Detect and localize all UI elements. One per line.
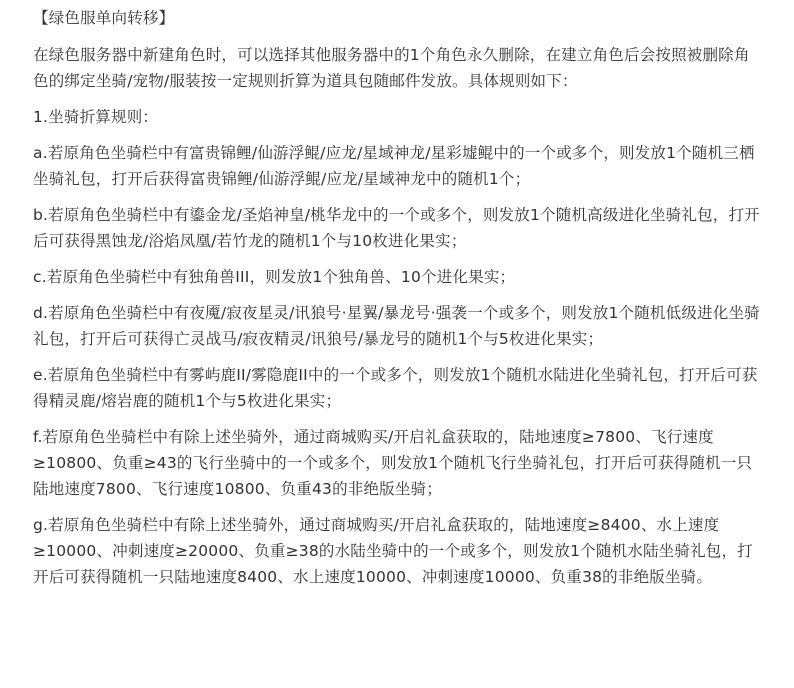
rule-f: f.若原角色坐骑栏中有除上述坐骑外，通过商城购买/开启礼盒获取的，陆地速度≥7800、飞行速度≥10800、负重≥43的飞行坐骑中的一个或多个，则发放1个随机飞行坐骑礼包，打开后可获得随机一只陆地速度7800、飞行速度10800、负重43的非绝版坐骑； [33,428,753,498]
rule-c: c.若原角色坐骑栏中有独角兽III，则发放1个独角兽、10个进化果实； [33,268,516,286]
rule-e: e.若原角色坐骑栏中有雾屿鹿II/雾隐鹿II中的一个或多个，则发放1个随机水陆进化坐骑礼包，打开后可获得精灵鹿/熔岩鹿的随机1个与5枚进化果实； [33,366,758,410]
rule-d: d.若原角色坐骑栏中有夜魇/寂夜星灵/讯狼号·星翼/暴龙号·强袭一个或多个，则发放1个随机低级进化坐骑礼包，打开后可获得亡灵战马/寂夜精灵/讯狼号/暴龙号的随机1个与5枚进化果实； [33,304,760,348]
rule-a: a.若原角色坐骑栏中有富贵锦鲤/仙游浮鲲/应龙/星域神龙/星彩墟鲲中的一个或多个，则发放1个随机三栖坐骑礼包，打开后获得富贵锦鲤/仙游浮鲲/应龙/星域神龙中的随机1个； [33,144,755,188]
intro-paragraph: 在绿色服务器中新建角色时，可以选择其他服务器中的1个角色永久删除，在建立角色后会按照被删除角色的绑定坐骑/宠物/服装按一定规则折算为道具包随邮件发放。具体规则如下： [33,46,750,90]
rule-b: b.若原角色坐骑栏中有鎏金龙/圣焰神皇/桃华龙中的一个或多个，则发放1个随机高级进化坐骑礼包，打开后可获得黑蚀龙/浴焰凤凰/若竹龙的随机1个与10枚进化果实； [33,206,760,250]
rules-heading: 1.坐骑折算规则： [33,108,159,126]
article-title: 【绿色服单向转移】 [33,9,175,27]
rule-g: g.若原角色坐骑栏中有除上述坐骑外，通过商城购买/开启礼盒获取的，陆地速度≥8400、水上速度≥10000、冲刺速度≥20000、负重≥38的水陆坐骑中的一个或多个，则发放1个随机水陆坐骑礼包，打开后可获得随机一只陆地速度8400、水上速度10000、冲刺速度10000、负重38的非绝版坐骑。 [33,516,753,586]
